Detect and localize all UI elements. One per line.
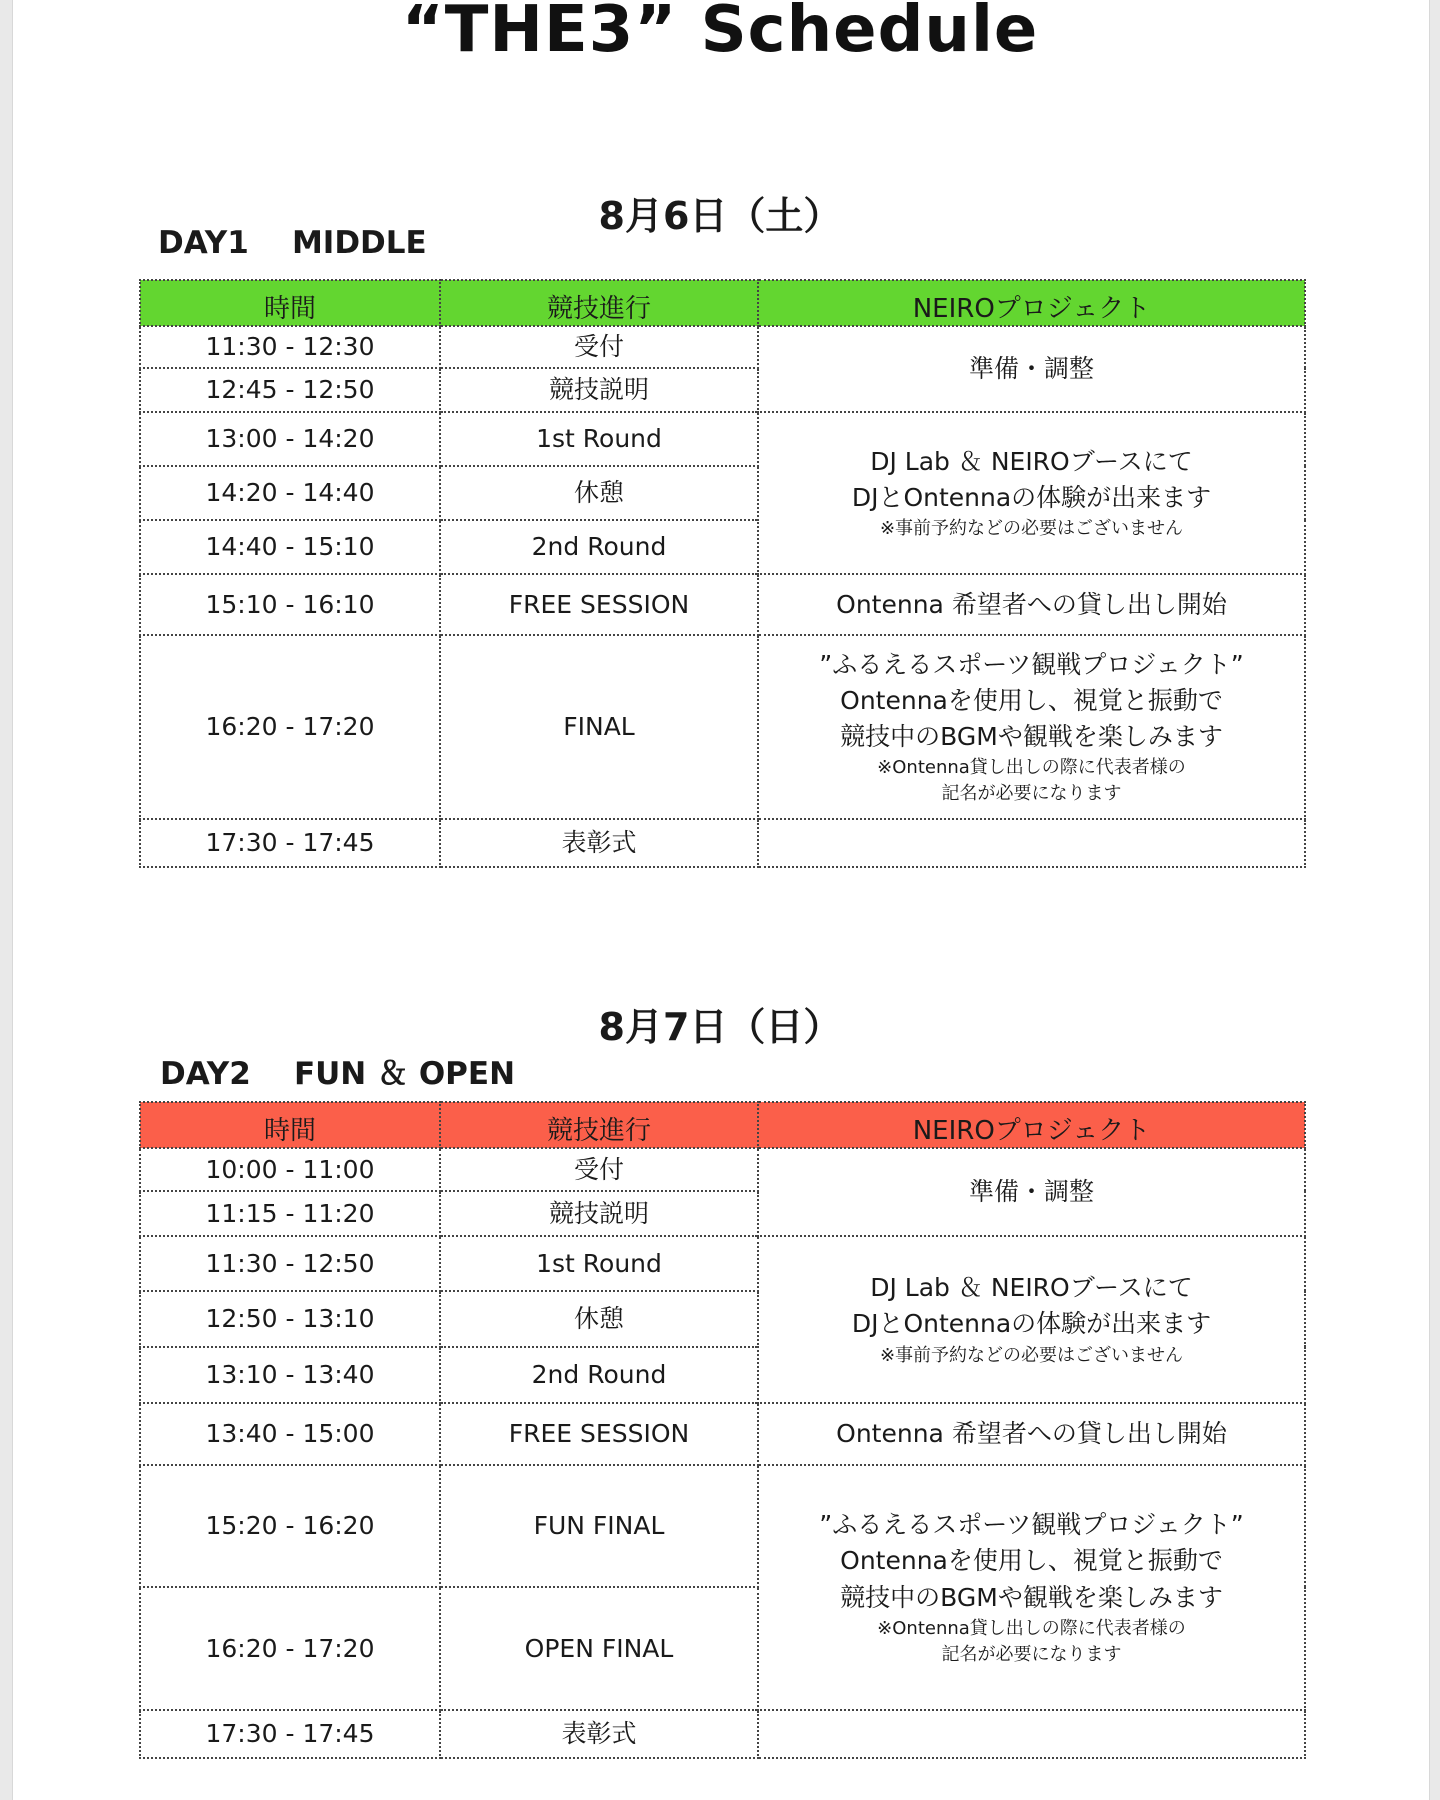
time-cell: 12:50 - 13:10 <box>140 1291 440 1347</box>
neiro-booth-cell <box>758 412 1305 574</box>
day2-label: DAY2 FUN ＆ OPEN <box>160 1056 516 1092</box>
time-cell: 15:20 - 16:20 <box>140 1465 440 1587</box>
progress-cell: 表彰式 <box>440 1710 758 1758</box>
time-cell: 12:45 - 12:50 <box>140 368 440 412</box>
header-neiro: NEIROプロジェクト <box>758 280 1305 326</box>
booth-line-1: DJ Lab ＆ NEIROブースにて <box>870 446 1193 476</box>
time-cell: 11:15 - 11:20 <box>140 1191 440 1236</box>
progress-cell: 競技説明 <box>440 368 758 412</box>
progress-cell: 競技説明 <box>440 1191 758 1236</box>
progress-cell: FINAL <box>440 635 758 819</box>
table-row <box>140 819 1305 867</box>
project-line-3: 競技中のBGMや観戦を楽しみます <box>840 1582 1223 1612</box>
progress-cell: 1st Round <box>440 412 758 466</box>
project-note-2: 記名が必要になります <box>941 1643 1122 1665</box>
progress-cell: 受付 <box>440 326 758 368</box>
time-cell: 17:30 - 17:45 <box>140 1710 440 1758</box>
booth-line-1: DJ Lab ＆ NEIROブースにて <box>870 1273 1193 1303</box>
day1-date: 8月6日（土） <box>598 194 842 238</box>
progress-cell: OPEN FINAL <box>440 1587 758 1710</box>
progress-cell: 休憩 <box>440 1291 758 1347</box>
project-line-2: Ontennaを使用し、視覚と振動で <box>840 1546 1223 1576</box>
time-cell: 13:00 - 14:20 <box>140 412 440 466</box>
progress-cell: FUN FINAL <box>440 1465 758 1587</box>
header-progress: 競技進行 <box>440 280 758 326</box>
time-cell: 10:00 - 11:00 <box>140 1148 440 1191</box>
neiro-project-cell <box>758 1465 1305 1710</box>
table-row <box>140 412 1305 466</box>
booth-note: ※事前予約などの必要はございません <box>879 518 1184 540</box>
progress-cell: 受付 <box>440 1148 758 1191</box>
progress-cell: 1st Round <box>440 1236 758 1291</box>
booth-line-2: DJとOntennaの体験が出来ます <box>851 482 1212 512</box>
neiro-empty-cell <box>758 1710 1305 1758</box>
table-row <box>140 635 1305 819</box>
project-note-1: ※Ontenna貸し出しの際に代表者様の <box>877 757 1186 779</box>
table-row <box>140 574 1305 635</box>
neiro-empty-cell <box>758 819 1305 867</box>
progress-cell: 表彰式 <box>440 819 758 867</box>
neiro-lending-cell: Ontenna 希望者への貸し出し開始 <box>758 1403 1305 1465</box>
table-row <box>140 1236 1305 1291</box>
time-cell: 16:20 - 17:20 <box>140 635 440 819</box>
neiro-project-cell <box>758 635 1305 819</box>
table-row <box>140 326 1305 368</box>
table-row <box>140 1465 1305 1587</box>
time-cell: 13:40 - 15:00 <box>140 1403 440 1465</box>
neiro-prep-cell: 準備・調整 <box>758 1148 1305 1236</box>
booth-line-2: DJとOntennaの体験が出来ます <box>851 1309 1212 1339</box>
day2-date: 8月7日（日） <box>598 1005 842 1049</box>
time-cell: 11:30 - 12:30 <box>140 326 440 368</box>
table-row <box>140 1710 1305 1758</box>
neiro-prep-cell: 準備・調整 <box>758 326 1305 412</box>
project-line-3: 競技中のBGMや観戦を楽しみます <box>840 722 1223 752</box>
progress-cell: 休憩 <box>440 466 758 520</box>
time-cell: 13:10 - 13:40 <box>140 1347 440 1403</box>
neiro-lending-cell: Ontenna 希望者への貸し出し開始 <box>758 574 1305 635</box>
day1-schedule-table <box>139 279 1306 868</box>
project-note-2: 記名が必要になります <box>941 783 1122 805</box>
neiro-booth-cell <box>758 1236 1305 1403</box>
booth-note: ※事前予約などの必要はございません <box>879 1344 1184 1366</box>
table-header-row <box>140 280 1305 326</box>
page-title: “THE3” Schedule <box>401 0 1039 67</box>
header-time: 時間 <box>140 1102 440 1148</box>
table-header-row <box>140 1102 1305 1148</box>
day2-schedule-table <box>139 1101 1306 1759</box>
day1-label: DAY1 MIDDLE <box>158 225 427 261</box>
project-line-1: ”ふるえるスポーツ観戦プロジェクト” <box>819 1510 1244 1540</box>
table-row <box>140 1148 1305 1191</box>
time-cell: 17:30 - 17:45 <box>140 819 440 867</box>
time-cell: 11:30 - 12:50 <box>140 1236 440 1291</box>
progress-cell: 2nd Round <box>440 1347 758 1403</box>
project-note-1: ※Ontenna貸し出しの際に代表者様の <box>877 1617 1186 1639</box>
time-cell: 16:20 - 17:20 <box>140 1587 440 1710</box>
time-cell: 14:40 - 15:10 <box>140 520 440 574</box>
progress-cell: FREE SESSION <box>440 574 758 635</box>
project-line-1: ”ふるえるスポーツ観戦プロジェクト” <box>819 649 1244 679</box>
progress-cell: FREE SESSION <box>440 1403 758 1465</box>
table-row <box>140 1403 1305 1465</box>
header-neiro: NEIROプロジェクト <box>758 1102 1305 1148</box>
header-progress: 競技進行 <box>440 1102 758 1148</box>
time-cell: 15:10 - 16:10 <box>140 574 440 635</box>
project-line-2: Ontennaを使用し、視覚と振動で <box>840 685 1223 715</box>
header-time: 時間 <box>140 280 440 326</box>
progress-cell: 2nd Round <box>440 520 758 574</box>
time-cell: 14:20 - 14:40 <box>140 466 440 520</box>
